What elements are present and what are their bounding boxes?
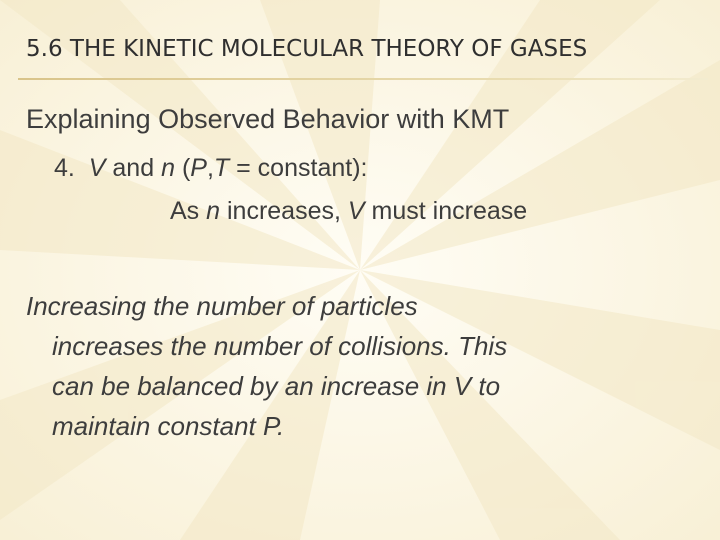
point-number: 4.: [54, 154, 75, 182]
variable-p: P: [190, 154, 207, 182]
explanation-paragraph: [26, 286, 706, 446]
result-suffix: must increase: [371, 197, 528, 225]
slide-title: 5.6 THE KINETIC MOLECULAR THEORY OF GASES: [26, 36, 588, 62]
point-rest: = constant):: [236, 154, 368, 182]
result-prefix: As: [170, 197, 200, 225]
result-middle: increases,: [227, 197, 341, 225]
variable-t: T: [213, 154, 230, 182]
result-variable-n: n: [206, 197, 221, 225]
open-paren: (: [181, 154, 191, 182]
comma: ,: [206, 154, 214, 182]
point-4: [54, 154, 367, 183]
title-divider: [18, 78, 708, 80]
variable-n: n: [161, 154, 175, 182]
explanation-line-3: can be balanced by an increase in V to: [52, 371, 501, 401]
explanation-line-1: Increasing the number of particles: [26, 291, 418, 321]
point-and: and: [112, 154, 155, 182]
section-heading: Explaining Observed Behavior with KMT: [26, 104, 510, 134]
result-variable-v: V: [347, 197, 365, 225]
explanation-line-2: increases the number of collisions. This: [52, 331, 508, 361]
explanation-line-4: maintain constant P.: [52, 411, 285, 441]
point-result: [170, 197, 527, 226]
variable-v: V: [88, 154, 106, 182]
